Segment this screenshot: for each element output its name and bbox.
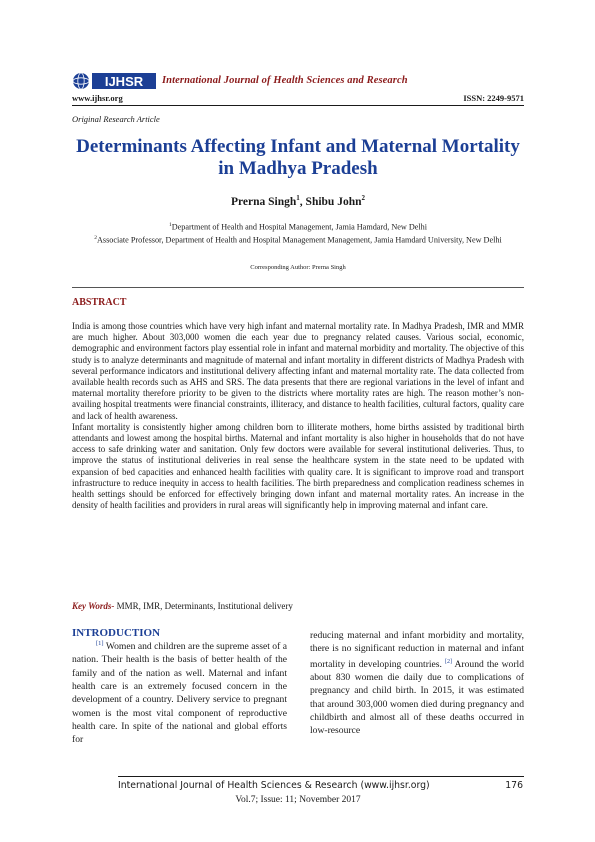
journal-banner-name: International Journal of Health Sciences and Research bbox=[162, 75, 408, 86]
article-type: Original Research Article bbox=[72, 114, 160, 124]
affiliation-1-text: Department of Health and Hospital Management, Jamia Hamdard, New Delhi bbox=[171, 222, 428, 232]
affiliation-1-sup: 1 bbox=[168, 222, 172, 228]
affiliation-2 bbox=[72, 233, 524, 246]
issn: ISSN: 2249-9571 bbox=[463, 93, 524, 103]
footer-journal: International Journal of Health Sciences & Research (www.ijhsr.org) bbox=[118, 780, 430, 791]
corresponding-author: Corresponding Author: Prerna Singh bbox=[250, 264, 346, 271]
keywords-label: Key Words- bbox=[72, 601, 115, 611]
introduction-left-text: Women and children are the supreme asset of a nation. Their health is the basis of better health of the family and of the nation as well. Maternal and infant health care is an extremely focused concern in the development of a country. Delivery service to pregnant women is the most vital component of reproductive health care. In spite of the national and global efforts for bbox=[72, 641, 287, 746]
keywords bbox=[72, 601, 293, 611]
citation-2[interactable]: [2] bbox=[444, 658, 452, 665]
introduction-right-text-a: reducing maternal and infant morbidity and mortality, there is no significant reduction in maternal and infant mortality in developing countries. bbox=[310, 630, 524, 670]
header-divider bbox=[72, 105, 524, 106]
affiliation-2-sup: 2 bbox=[94, 234, 97, 241]
keywords-text: MMR, IMR, Determinants, Institutional delivery bbox=[114, 601, 293, 611]
introduction-right-text-b: Around the world about 830 women die daily due to complications of pregnancy and child birth. In 2015, it was estimated that around 303,000 women died during pregnancy and childbirth and almost all of these deaths occurred in low-resource bbox=[310, 658, 524, 737]
affiliation-1 bbox=[72, 220, 524, 233]
author-2-sup: 2 bbox=[361, 194, 365, 202]
authors bbox=[72, 194, 524, 208]
abstract-heading: ABSTRACT bbox=[72, 297, 127, 308]
footer-divider bbox=[118, 776, 524, 777]
article-title: Determinants Affecting Infant and Maternal Mortality in Madhya Pradesh bbox=[76, 136, 520, 179]
journal-logo bbox=[72, 71, 158, 91]
logo-abbr: IJHSR bbox=[104, 74, 144, 89]
introduction-left-column bbox=[72, 637, 287, 747]
author-separator: , bbox=[299, 195, 306, 208]
abstract-body bbox=[72, 321, 524, 511]
footer-volume: Vol.7; Issue: 11; November 2017 bbox=[235, 795, 361, 805]
affiliation-2-text: Associate Professor, Department of Health and Hospital Management Management, Jamia Hamdard University, New Delhi bbox=[96, 235, 502, 245]
website-link[interactable]: www.ijhsr.org bbox=[72, 93, 123, 103]
affiliations bbox=[72, 220, 524, 245]
abstract-paragraph-1: India is among those countries which have very high infant and maternal mortality rate. In Madhya Pradesh, IMR and MMR are much higher. About 303,000 women die each year due to pregnancy related causes. Various social, economic, demographic and environment factors play essential role in infant and maternal morbidity and mortality. The objective of this study is to analyze determinants and magnitude of maternal and infant mortality in different districts of Madhya Pradesh with several performance indicators and institutional delivery affecting infant and maternal mortality rate. The data collected from available health records such as AHS and SRS. The data presents that there are regional variations in the level of infant and maternal mortality therefore priority to be given to the districts where mortality rates are high. The reason mother’s non-availing hospital treatments were financial constraints, illiteracy, and distance to health facilities, cultural factors, quality care and lack of health awareness. bbox=[72, 321, 524, 421]
introduction-right-column bbox=[310, 629, 524, 738]
abstract-paragraph-2: Infant mortality is consistently higher among children born to illiterate mothers, home births assisted by traditional birth attendants and lowest among the hospital births. Maternal and infant mortality is also higher in households that do not have access to safe drinking water and sanitation. Only few doctors were available for several institutional deliveries. Thus, to improve the status of institutional deliveries in real sense the healthcare system in the state need to be updated with expansion of bed capacities and enhanced health facilities with quality care. It is significant to improve road and transport infrastructure to reduce inequity in access to health facilities. The birth preparedness and complication readiness schemes in health settings should be enforced for effectively bringing down infant and maternal mortality rates. An increase in the density of health facilities and providers in rural areas will significantly help in improving maternal and infant care. bbox=[72, 421, 524, 511]
citation-1[interactable]: [1] bbox=[96, 640, 104, 647]
abstract-divider bbox=[72, 287, 524, 288]
author-2: Shibu John bbox=[305, 195, 362, 208]
author-1-sup: 1 bbox=[296, 194, 300, 202]
introduction-heading: INTRODUCTION bbox=[72, 627, 161, 639]
author-1: Prerna Singh bbox=[231, 195, 297, 208]
page-number: 176 bbox=[505, 780, 523, 791]
